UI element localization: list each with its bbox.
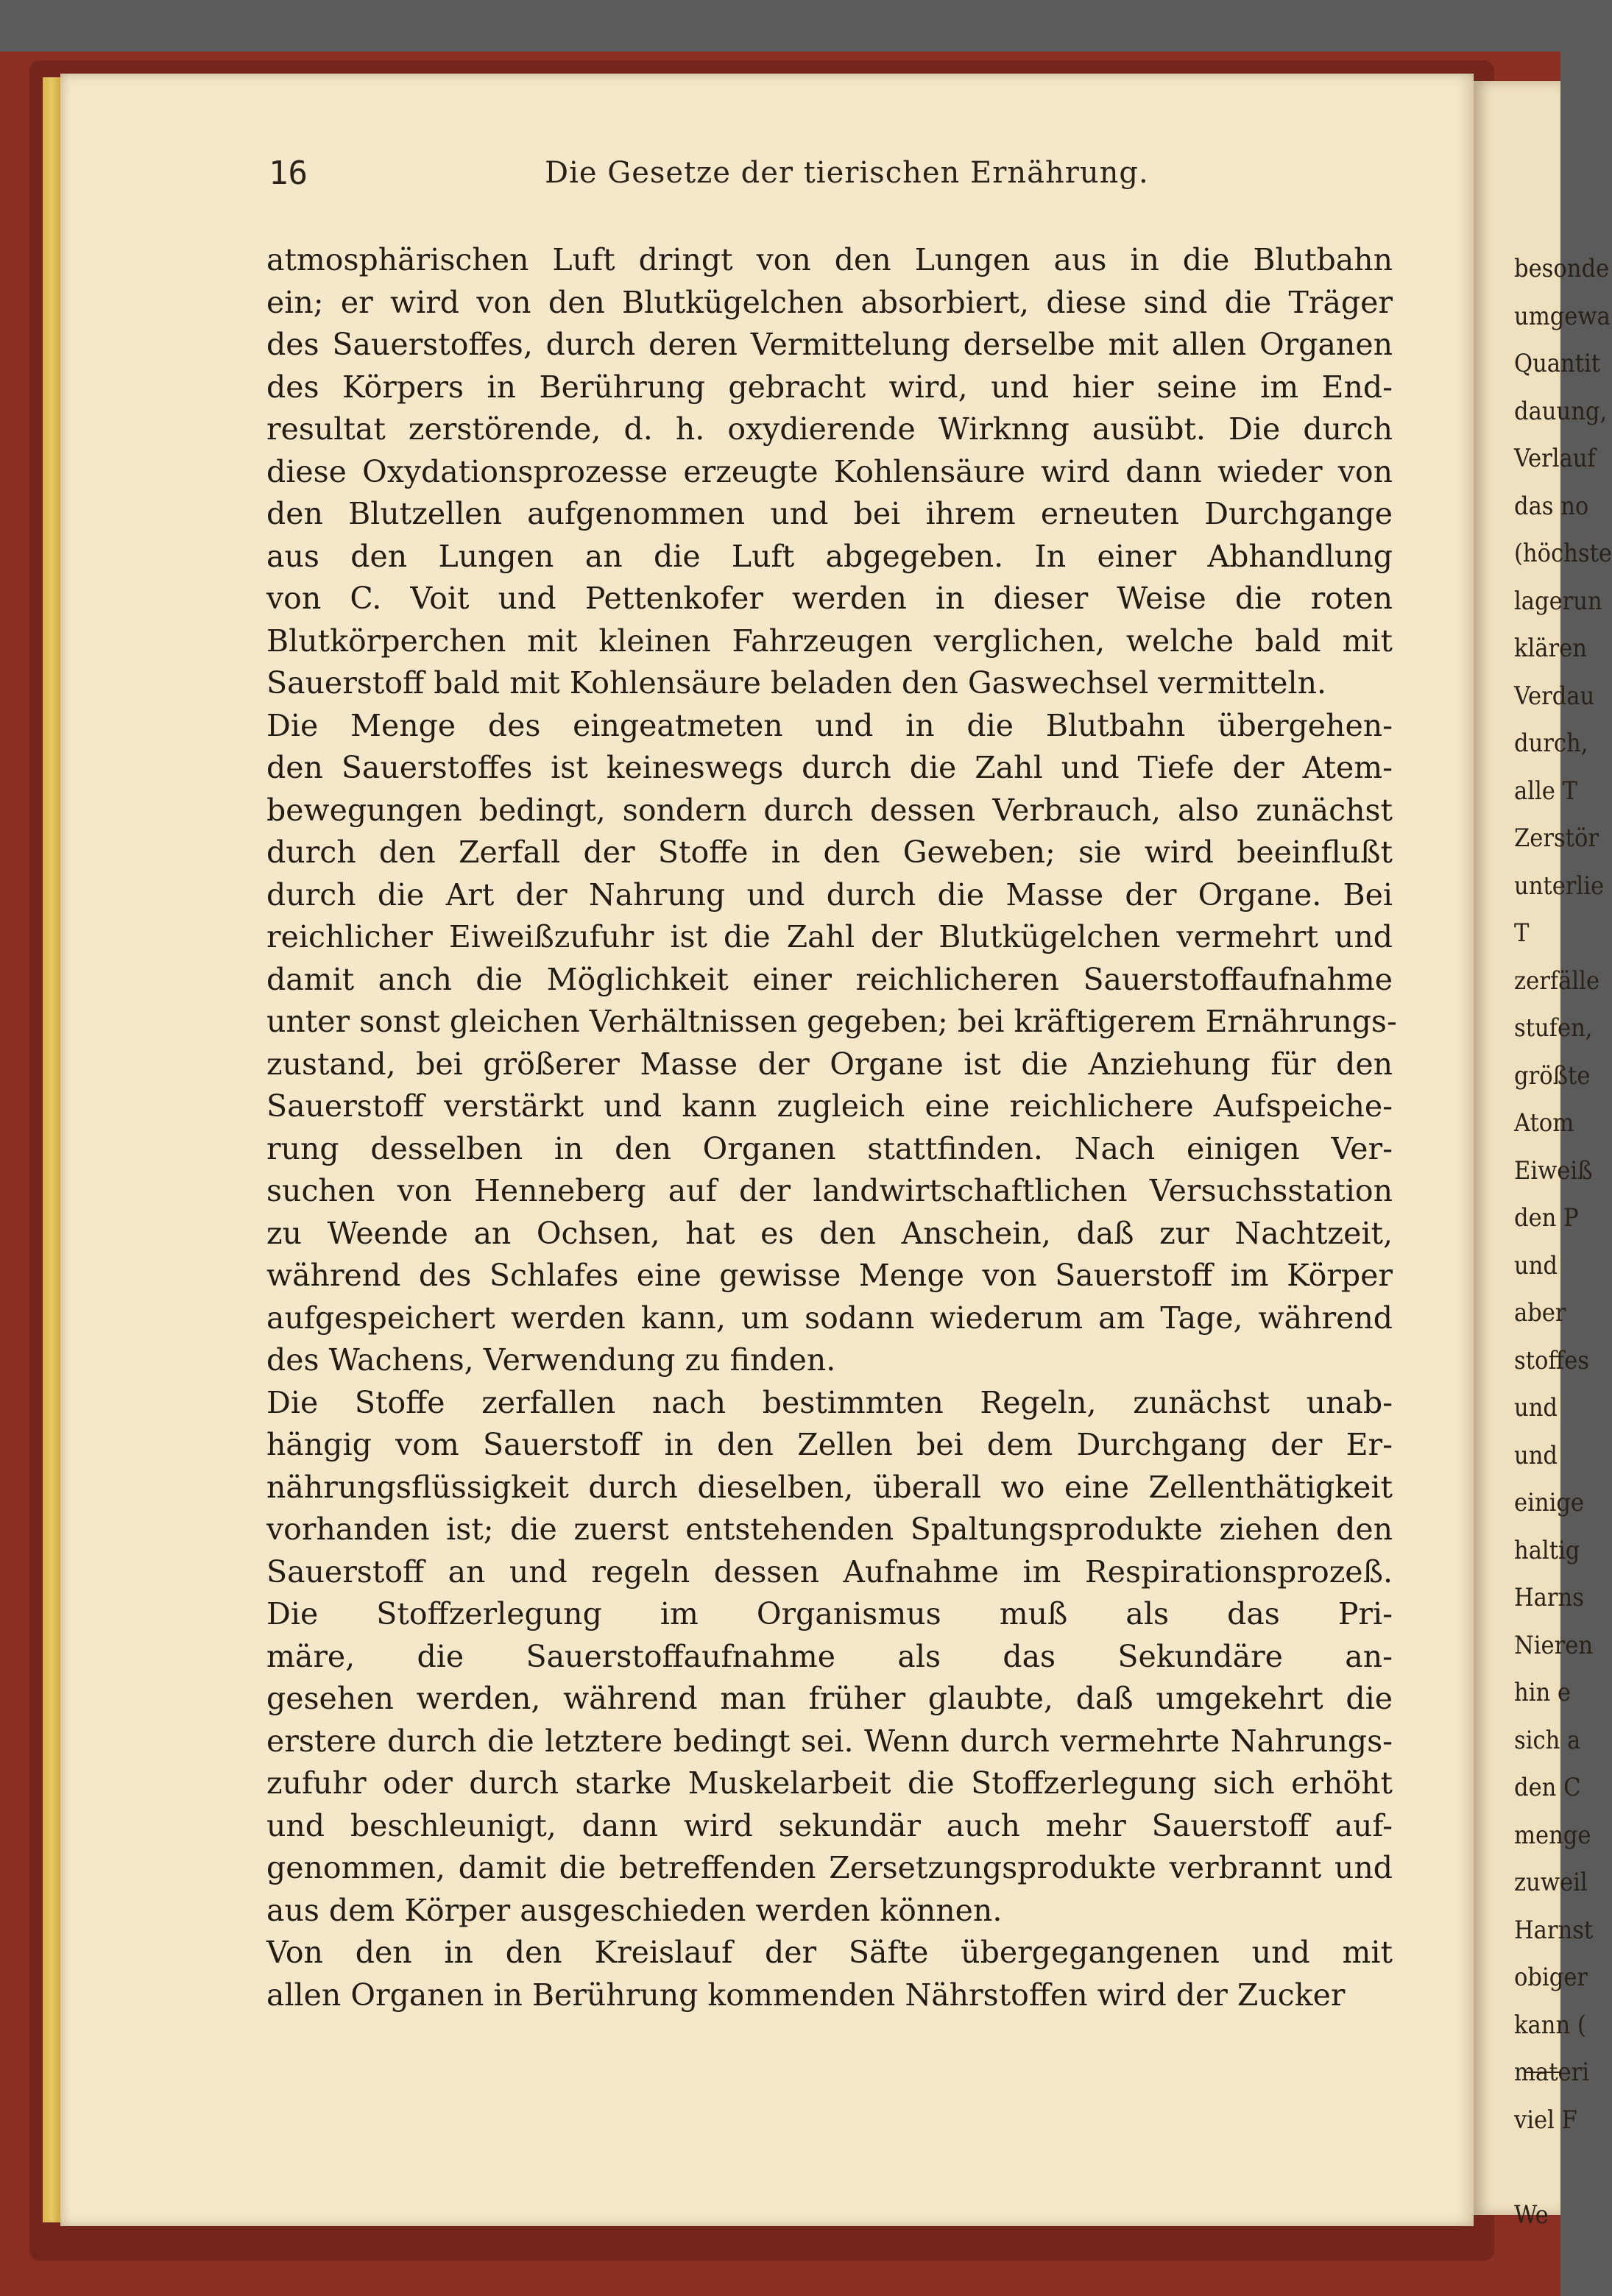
facing-page-line: (höchste — [1514, 539, 1612, 568]
text-line: Sauerstoff an und regeln dessen Aufnahme im Respirationsprozeß. — [266, 1553, 1393, 1590]
facing-page-line: zerfälle — [1514, 965, 1600, 996]
text-line: zustand, bei größerer Masse der Organe ist die Anziehung für den — [266, 1046, 1393, 1082]
text-line: gesehen werden, während man früher glaubte, daß umgekehrt die — [266, 1681, 1393, 1716]
text-line: damit anch die Möglichkeit einer reichlicheren Sauerstoffaufnahme — [266, 961, 1393, 997]
text-line: und beschleunigt, dann wird sekundär auch mehr Sauerstoff auf- — [266, 1807, 1393, 1843]
text-line: Sauerstoff verstärkt und kann zugleich eine reichlichere Aufspeiche- — [266, 1088, 1393, 1124]
facing-page-line: zuweil — [1514, 1868, 1588, 1897]
body-text — [266, 239, 1397, 2016]
text-line: genommen, damit die betreffenden Zersetzungsprodukte verbrannt und — [266, 1850, 1393, 1885]
text-line: Die Stoffe zerfallen nach bestimmten Regeln, zunächst unab- — [266, 1384, 1393, 1420]
facing-page-line: und — [1514, 1393, 1558, 1422]
facing-page-line: umgewa — [1514, 301, 1611, 331]
facing-page-line: aber — [1514, 1298, 1566, 1328]
text-line: diese Oxydationsprozesse erzeugte Kohlensäure wird dann wieder von — [266, 453, 1393, 489]
facing-page-line: haltig — [1514, 1535, 1580, 1565]
text-line: den Blutzellen aufgenommen und bei ihrem erneuten Durchgange — [266, 496, 1393, 531]
text-line: zu Weende an Ochsen, hat es den Anschein, daß zur Nachtzeit, — [266, 1215, 1393, 1251]
facing-page-line: Quantit — [1514, 349, 1601, 378]
text-line: des Körpers in Berührung gebracht wird, und hier seine im End- — [266, 369, 1393, 405]
facing-page-line: obiger — [1514, 1963, 1588, 1992]
text-line: Von den in den Kreislauf der Säfte übergegangenen und mit — [266, 1935, 1393, 1970]
text-line: Die Menge des eingeatmeten und in die Blutbahn übergehen- — [266, 707, 1393, 743]
text-line: den Sauerstoffes ist keineswegs durch die Zahl und Tiefe der Atem- — [266, 750, 1393, 785]
facing-page-line: Verlauf — [1514, 444, 1596, 473]
text-line: suchen von Henneberg auf der landwirtschaftlichen Versuchsstation — [266, 1173, 1393, 1208]
facing-page-line: durch, — [1514, 729, 1588, 758]
facing-page-line: stoffes — [1514, 1345, 1589, 1375]
text-line: vorhanden ist; die zuerst entstehenden Spaltungsprodukte ziehen den — [266, 1512, 1393, 1547]
text-line: des Wachens, Verwendung zu finden. — [266, 1342, 836, 1378]
text-line: des Sauerstoffes, durch deren Vermittelung derselbe mit allen Organen — [266, 327, 1393, 362]
facing-page-line: alle T — [1514, 776, 1577, 806]
facing-page-line: Zerstör — [1514, 823, 1599, 853]
facing-page-line: hin e — [1514, 1678, 1571, 1707]
text-line: nährungsflüssigkeit durch dieselben, überall wo eine Zellenthätigkeit — [266, 1469, 1393, 1505]
facing-page-line: den C — [1514, 1773, 1581, 1802]
text-line: zufuhr oder durch starke Muskelarbeit die Stoffzerlegung sich erhöht — [266, 1765, 1393, 1801]
text-line: Sauerstoff bald mit Kohlensäure beladen den Gaswechsel vermitteln. — [266, 665, 1327, 701]
facing-page-fragment — [1474, 81, 1612, 2230]
facing-page-line: Atom — [1514, 1108, 1574, 1138]
facing-page-line: Harns — [1514, 1583, 1584, 1612]
facing-page-line: T — [1514, 918, 1530, 948]
facing-page-line: Verdau — [1514, 681, 1595, 711]
facing-page-line: einige — [1514, 1488, 1585, 1517]
facing-page-line: größte — [1514, 1060, 1591, 1091]
text-line: rung desselben in den Organen stattfinden. Nach einigen Ver- — [266, 1130, 1393, 1166]
facing-page-line: materi — [1514, 2058, 1590, 2087]
text-line: durch die Art der Nahrung und durch die Masse der Organe. Bei — [266, 876, 1393, 913]
text-line: bewegungen bedingt, sondern durch dessen Verbrauch, also zunächst — [266, 792, 1393, 828]
facing-page-line: Eiweiß — [1514, 1155, 1593, 1186]
facing-page-line: und — [1514, 1440, 1558, 1470]
text-line: reichlicher Eiweißzufuhr ist die Zahl der Blutkügelchen vermehrt und — [266, 919, 1393, 954]
facing-page-line: menge — [1514, 1820, 1591, 1850]
facing-page-line: den P — [1514, 1203, 1579, 1233]
text-line: erstere durch die letztere bedingt sei. Wenn durch vermehrte Nahrungs- — [266, 1723, 1393, 1759]
facing-page-line: lagerun — [1514, 586, 1602, 616]
text-line: atmosphärischen Luft dringt von den Lungen aus in die Blutbahn — [266, 242, 1393, 277]
facing-page-line: und — [1514, 1250, 1558, 1280]
text-line: von C. Voit und Pettenkofer werden in dieser Weise die roten — [266, 581, 1393, 616]
facing-page-line: Nieren — [1514, 1630, 1594, 1660]
facing-page-line: das no — [1514, 491, 1589, 521]
facing-page-line: unterlie — [1514, 871, 1605, 901]
facing-page-line: viel F — [1514, 2105, 1577, 2135]
text-line: aus den Lungen an die Luft abgegeben. In einer Abhandlung — [266, 538, 1393, 574]
text-line: märe, die Sauerstoffaufnahme als das Sekundäre an- — [266, 1638, 1393, 1674]
text-line: hängig vom Sauerstoff in den Zellen bei dem Durchgang der Er- — [266, 1427, 1393, 1462]
facing-page-line: Harnst — [1514, 1915, 1594, 1945]
running-head: Die Gesetze der tierischen Ernährung. — [545, 156, 1149, 190]
text-line: Die Stoffzerlegung im Organismus muß als das Pri- — [266, 1596, 1393, 1631]
text-line: unter sonst gleichen Verhältnissen gegeben; bei kräftigerem Ernährungs- — [266, 1004, 1397, 1039]
text-line: ein; er wird von den Blutkügelchen absorbiert, diese sind die Träger — [266, 284, 1393, 320]
text-line: aus dem Körper ausgeschieden werden können. — [266, 1892, 1003, 1928]
text-line: aufgespeichert werden kann, um sodann wiederum am Tage, während — [266, 1300, 1393, 1336]
text-line: während des Schlafes eine gewisse Menge von Sauerstoff im Körper — [266, 1258, 1393, 1293]
facing-page-line: besonde — [1514, 254, 1610, 283]
text-line: durch den Zerfall der Stoffe in den Geweben; sie wird beeinflußt — [266, 835, 1393, 870]
text-line: Blutkörperchen mit kleinen Fahrzeugen verglichen, welche bald mit — [266, 623, 1393, 659]
facing-page-line: We — [1514, 2200, 1549, 2230]
facing-page-line: kann ( — [1514, 2010, 1586, 2040]
facing-page-line: klären — [1514, 634, 1587, 663]
facing-page-line: sich a — [1514, 1725, 1581, 1755]
text-line: resultat zerstörende, d. h. oxydierende Wirknng ausübt. Die durch — [266, 411, 1393, 447]
text-line: allen Organen in Berührung kommenden Nährstoffen wird der Zucker — [266, 1977, 1346, 2013]
page-edges-gilt — [43, 77, 60, 2222]
facing-page-line: dauung, — [1514, 396, 1608, 426]
facing-page-line: stufen, — [1514, 1013, 1593, 1043]
page-number: 16 — [269, 155, 308, 192]
